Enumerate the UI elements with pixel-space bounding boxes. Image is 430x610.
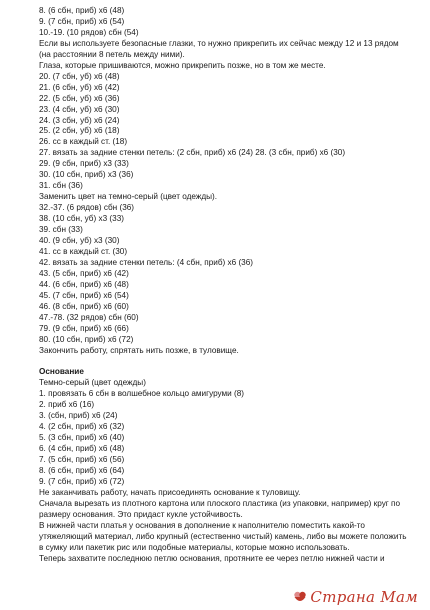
spacer <box>39 357 411 368</box>
row-line: 31. сбн (36) <box>39 181 83 191</box>
row-line: 47.-78. (32 рядов) сбн (60) <box>39 312 139 322</box>
row-line: 7. (5 сбн, приб) х6 (56) <box>39 455 125 465</box>
row-line: 79. (9 сбн, приб) х6 (66) <box>39 323 129 333</box>
row-line: 25. (2 сбн, уб) х6 (18) <box>39 126 120 136</box>
base-color-note: Темно-серый (цвет одежды) <box>39 378 146 388</box>
row-line: 20. (7 сбн, уб) х6 (48) <box>39 71 120 81</box>
row-line: 1. провязать 6 сбн в волшебное кольцо амигуруми (8) <box>39 389 245 399</box>
watermark <box>292 588 418 606</box>
row-line: 26. сс в каждый ст. (18) <box>39 137 128 147</box>
row-line: 46. (8 сбн, приб) х6 (60) <box>39 301 129 311</box>
cut-note: Сначала вырезать из плотного картона или плоского пластика (из упаковки, например) круг по размеру основания. Это придаст кукле устойчивость. <box>39 498 401 519</box>
watermark-logo-icon <box>292 589 308 605</box>
pattern-text <box>39 6 411 565</box>
row-line: 80. (10 сбн, приб) х6 (72) <box>39 334 134 344</box>
row-line: 29. (9 сбн, приб) х3 (33) <box>39 159 129 169</box>
row-line: 39. сбн (33) <box>39 225 83 235</box>
row-line: 9. (7 сбн, приб) х6 (54) <box>39 16 125 26</box>
color-change-note: Заменить цвет на темно-серый (цвет одежды). <box>39 192 217 202</box>
row-line: 21. (6 сбн, уб) х6 (42) <box>39 82 120 92</box>
no-finish-note: Не заканчивать работу, начать присоединять основание к туловищу. <box>39 487 301 497</box>
row-line: 24. (3 сбн, уб) х6 (24) <box>39 115 120 125</box>
row-line: 4. (2 сбн, приб) х6 (32) <box>39 422 125 432</box>
weight-note: В нижней части платья у основания в дополнение к наполнителю поместить какой-то утяжеляющий материал, либо крупный (естественно чистый) камень, либо вы можете положить в сумку или пакетик рис или подобные материалы, которые можно использовать. <box>39 520 407 552</box>
sewn-eyes-note: Глаза, которые пришиваются, можно прикрепить позже, но в том же месте. <box>39 60 326 70</box>
row-line: 42. вязать за задние стенки петель: (4 сбн, приб) х6 (36) <box>39 257 254 267</box>
row-line: 38. (10 сбн, уб) х3 (33) <box>39 214 124 224</box>
row-line: 8. (6 сбн, приб) х6 (64) <box>39 466 125 476</box>
row-line: 27. вязать за задние стенки петель: (2 сбн, приб) х6 (24) 28. (3 сбн, приб) х6 (30) <box>39 148 346 158</box>
row-line: 3. (сбн, приб) х6 (24) <box>39 411 118 421</box>
row-line: 8. (6 сбн, приб) х6 (48) <box>39 6 125 15</box>
row-line: 44. (6 сбн, приб) х6 (48) <box>39 279 129 289</box>
row-line: 45. (7 сбн, приб) х6 (54) <box>39 290 129 300</box>
row-line: 22. (5 сбн, уб) х6 (36) <box>39 93 120 103</box>
row-line: 10.-19. (10 рядов) сбн (54) <box>39 27 139 37</box>
row-line: 32.-37. (6 рядов) сбн (36) <box>39 203 135 213</box>
watermark-text: Страна Мам <box>310 588 418 606</box>
eyes-note: Если вы используете безопасные глазки, то нужно прикрепить их сейчас между 12 и 13 рядом (на расстоянии 8 петель между ними). <box>39 38 399 59</box>
finish-note: Закончить работу, спрятать нить позже, в туловище. <box>39 345 239 355</box>
last-line: Теперь захватите последнюю петлю основания, протяните ее через петлю нижней части и <box>39 553 385 563</box>
row-line: 9. (7 сбн, приб) х6 (72) <box>39 476 125 486</box>
section-heading-base: Основание <box>39 367 84 377</box>
row-line: 6. (4 сбн, приб) х6 (48) <box>39 444 125 454</box>
row-line: 2. приб х6 (16) <box>39 400 95 410</box>
row-line: 41. сс в каждый ст. (30) <box>39 246 128 256</box>
row-line: 30. (10 сбн, приб) х3 (36) <box>39 170 134 180</box>
row-line: 5. (3 сбн, приб) х6 (40) <box>39 433 125 443</box>
row-line: 23. (4 сбн, уб) х6 (30) <box>39 104 120 114</box>
row-line: 43. (5 сбн, приб) х6 (42) <box>39 268 129 278</box>
row-line: 40. (9 сбн, уб) х3 (30) <box>39 236 120 246</box>
